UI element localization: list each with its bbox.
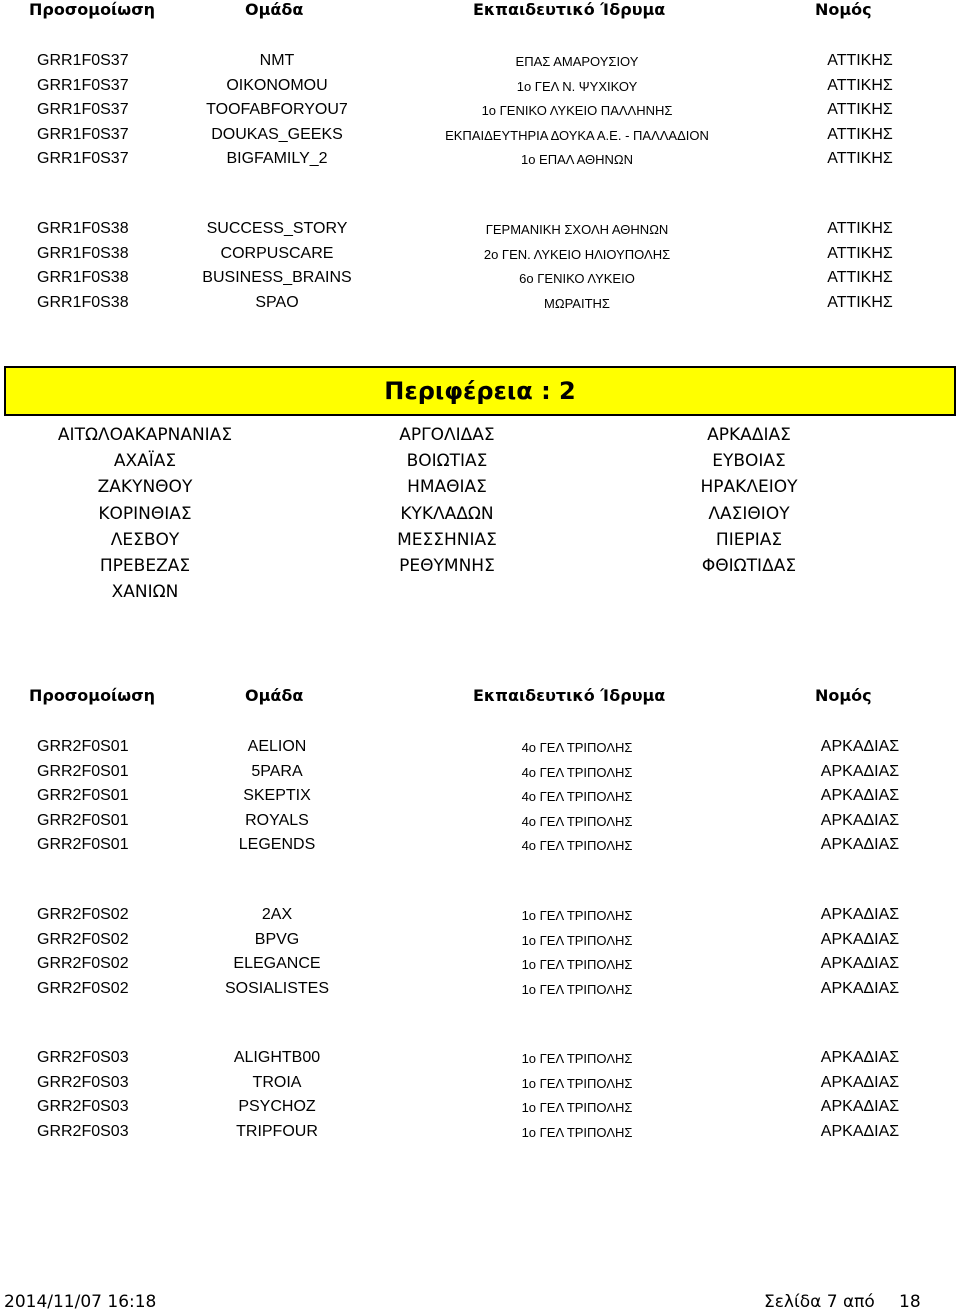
cell-school: 1ο ΓΕΛ Ν. ΨΥΧΙΚΟΥ: [516, 78, 638, 94]
cell-school: 1ο ΓΕΛ ΤΡΙΠΟΛΗΣ: [521, 1075, 633, 1091]
cell-prefecture: ΑΡΚΑΔΙΑΣ: [820, 979, 900, 997]
cell-school: ΕΠΑΣ ΑΜΑΡΟΥΣΙΟΥ: [515, 54, 639, 69]
table-row: [0, 787, 960, 809]
prefecture-item: ΚΥΚΛΑΔΩΝ: [400, 503, 494, 524]
cell-team: ELEGANCE: [233, 955, 321, 972]
cell-prefecture: ΑΡΚΑΔΙΑΣ: [820, 1098, 900, 1115]
cell-school: ΕΚΠΑΙΔΕΥΤΗΡΙΑ ΔΟΥΚΑ Α.Ε. - ΠΑΛΛΑΔΙΟΝ: [445, 127, 709, 143]
cell-school: 4ο ΓΕΛ ΤΡΙΠΟΛΗΣ: [521, 813, 633, 829]
cell-prefecture: ΑΡΚΑΔΙΑΣ: [820, 1049, 900, 1066]
cell-prefecture: ΑΤΤΙΚΗΣ: [827, 244, 893, 262]
header-team: Ομάδα: [245, 0, 304, 19]
cell-prefecture: ΑΡΚΑΔΙΑΣ: [820, 738, 900, 755]
cell-school: 1ο ΓΕΛ ΤΡΙΠΟΛΗΣ: [521, 981, 633, 997]
cell-school: ΜΩΡΑΙΤΗΣ: [544, 295, 610, 311]
cell-school: 1ο ΓΕΛ ΤΡΙΠΟΛΗΣ: [521, 908, 633, 923]
cell-prefecture: ΑΡΚΑΔΙΑΣ: [820, 787, 900, 804]
header-prefecture: Νομός: [815, 0, 872, 19]
cell-team: DOUKAS_GEEKS: [211, 125, 343, 143]
cell-prefecture: ΑΡΚΑΔΙΑΣ: [820, 836, 900, 853]
header-simulation: Προσομοίωση: [29, 0, 156, 19]
cell-school: 1ο ΓΕΛ ΤΡΙΠΟΛΗΣ: [521, 1051, 633, 1066]
table-row: [0, 52, 960, 74]
table-row: [0, 220, 960, 242]
cell-team: 5PARA: [251, 762, 303, 780]
footer-page-total: 18: [899, 1292, 921, 1311]
prefecture-item: ΕΥΒΟΙΑΣ: [712, 451, 786, 472]
cell-team: BUSINESS_BRAINS: [202, 269, 352, 286]
table-row: [0, 738, 960, 760]
table-row: [0, 101, 960, 123]
cell-team: SPAO: [255, 293, 299, 311]
prefecture-item: ΗΡΑΚΛΕΙΟΥ: [700, 477, 798, 498]
cell-prefecture: ΑΡΚΑΔΙΑΣ: [820, 1122, 900, 1140]
prefecture-item: ΑΡΓΟΛΙΔΑΣ: [399, 425, 495, 445]
cell-prefecture: ΑΤΤΙΚΗΣ: [827, 125, 893, 143]
cell-prefecture: ΑΤΤΙΚΗΣ: [827, 101, 893, 118]
prefecture-item: ΠΙΕΡΙΑΣ: [715, 529, 783, 550]
table-row: [0, 150, 960, 172]
cell-prefecture: ΑΤΤΙΚΗΣ: [827, 293, 893, 311]
table-row: [0, 77, 960, 99]
prefecture-item: ΑΧΑΪΑΣ: [113, 451, 177, 472]
cell-prefecture: ΑΤΤΙΚΗΣ: [827, 220, 893, 237]
cell-prefecture: ΑΡΚΑΔΙΑΣ: [820, 955, 900, 972]
cell-team: BIGFAMILY_2: [226, 150, 328, 167]
region-banner-title: Περιφέρεια : 2: [384, 377, 576, 405]
cell-team: TROIA: [252, 1073, 302, 1091]
cell-simulation: GRR1F0S37: [37, 52, 129, 69]
cell-school: 4ο ΓΕΛ ΤΡΙΠΟΛΗΣ: [521, 838, 633, 853]
cell-prefecture: ΑΤΤΙΚΗΣ: [827, 269, 893, 286]
cell-simulation: GRR1F0S37: [37, 150, 129, 167]
table-row: [0, 294, 960, 316]
cell-simulation: GRR2F0S03: [37, 1049, 129, 1066]
cell-simulation: GRR1F0S38: [37, 220, 129, 237]
cell-simulation: GRR2F0S01: [37, 738, 129, 755]
cell-school: 1ο ΓΕΛ ΤΡΙΠΟΛΗΣ: [521, 932, 633, 948]
cell-prefecture: ΑΤΤΙΚΗΣ: [827, 150, 893, 167]
cell-school: 1ο ΓΕΛ ΤΡΙΠΟΛΗΣ: [521, 1100, 633, 1115]
cell-simulation: GRR1F0S38: [37, 293, 129, 311]
table-row: [0, 245, 960, 267]
prefecture-item: ΦΘΙΩΤΙΔΑΣ: [701, 556, 797, 576]
header-prefecture: Νομός: [815, 686, 872, 705]
cell-simulation: GRR2F0S01: [37, 836, 129, 853]
cell-team: SOSIALISTES: [224, 979, 330, 997]
cell-team: LEGENDS: [238, 836, 316, 853]
cell-prefecture: ΑΡΚΑΔΙΑΣ: [820, 1073, 900, 1091]
cell-team: BPVG: [254, 930, 300, 948]
cell-team: 2AX: [261, 906, 293, 923]
cell-simulation: GRR2F0S01: [37, 762, 129, 780]
table-row: [0, 955, 960, 977]
table-row: [0, 836, 960, 858]
cell-simulation: GRR2F0S01: [37, 787, 129, 804]
cell-school: 1ο ΓΕΛ ΤΡΙΠΟΛΗΣ: [521, 1124, 633, 1140]
header-simulation: Προσομοίωση: [29, 686, 156, 705]
cell-team: ALIGHTB00: [233, 1049, 321, 1066]
prefecture-item: ΠΡΕΒΕΖΑΣ: [99, 556, 191, 576]
cell-team: PSYCHOZ: [238, 1098, 316, 1115]
cell-simulation: GRR2F0S01: [37, 811, 129, 829]
prefecture-item: ΗΜΑΘΙΑΣ: [407, 477, 487, 498]
header-team: Ομάδα: [245, 686, 304, 705]
table-header-2: [0, 686, 960, 710]
cell-simulation: GRR1F0S37: [37, 101, 129, 118]
cell-prefecture: ΑΤΤΙΚΗΣ: [827, 52, 893, 69]
cell-school: ΓΕΡΜΑΝΙΚΗ ΣΧΟΛΗ ΑΘΗΝΩΝ: [485, 222, 669, 237]
cell-prefecture: ΑΡΚΑΔΙΑΣ: [820, 762, 900, 780]
cell-school: 4ο ΓΕΛ ΤΡΙΠΟΛΗΣ: [521, 789, 633, 804]
cell-simulation: GRR2F0S03: [37, 1122, 129, 1140]
cell-simulation: GRR2F0S02: [37, 930, 129, 948]
cell-simulation: GRR2F0S02: [37, 955, 129, 972]
cell-school: 4ο ΓΕΛ ΤΡΙΠΟΛΗΣ: [521, 764, 633, 780]
cell-team: ROYALS: [245, 811, 309, 829]
cell-team: AELION: [247, 738, 307, 755]
cell-simulation: GRR2F0S02: [37, 979, 129, 997]
header-school: Εκπαιδευτικό Ίδρυμα: [473, 0, 666, 19]
cell-team: TRIPFOUR: [236, 1122, 318, 1140]
table-row: [0, 931, 960, 953]
cell-prefecture: ΑΡΚΑΔΙΑΣ: [820, 930, 900, 948]
cell-team: SUCCESS_STORY: [206, 220, 348, 237]
cell-team: CORPUSCARE: [220, 244, 334, 262]
cell-prefecture: ΑΤΤΙΚΗΣ: [827, 76, 893, 94]
cell-simulation: GRR1F0S38: [37, 269, 129, 286]
prefecture-item: ΛΕΣΒΟΥ: [110, 529, 180, 550]
cell-simulation: GRR1F0S37: [37, 76, 129, 94]
cell-prefecture: ΑΡΚΑΔΙΑΣ: [820, 811, 900, 829]
cell-team: NMT: [259, 52, 295, 69]
cell-school: 1ο ΓΕΝΙΚΟ ΛΥΚΕΙΟ ΠΑΛΛΗΝΗΣ: [481, 103, 673, 118]
footer-timestamp: 2014/11/07 16:18: [4, 1292, 157, 1311]
cell-school: 6ο ΓΕΝΙΚΟ ΛΥΚΕΙΟ: [519, 271, 635, 286]
cell-simulation: GRR1F0S37: [37, 125, 129, 143]
table-row: [0, 1123, 960, 1145]
cell-team: SKEPTIX: [243, 787, 311, 804]
footer-page-label: Σελίδα 7 από: [764, 1292, 875, 1311]
cell-simulation: GRR2F0S03: [37, 1098, 129, 1115]
table-row: [0, 812, 960, 834]
table-row: [0, 906, 960, 928]
table-row: [0, 126, 960, 148]
table-row: [0, 269, 960, 291]
prefecture-item: ΡΕΘΥΜΝΗΣ: [399, 556, 495, 576]
region-banner: [4, 366, 956, 416]
table-row: [0, 1098, 960, 1120]
prefecture-item: ΜΕΣΣΗΝΙΑΣ: [397, 529, 497, 550]
cell-simulation: GRR1F0S38: [37, 244, 129, 262]
cell-prefecture: ΑΡΚΑΔΙΑΣ: [820, 906, 900, 923]
cell-school: 2ο ΓΕΝ. ΛΥΚΕΙΟ ΗΛΙΟΥΠΟΛΗΣ: [483, 246, 671, 262]
header-school: Εκπαιδευτικό Ίδρυμα: [473, 686, 666, 705]
prefecture-item: ΧΑΝΙΩΝ: [111, 582, 179, 603]
prefecture-item: ΛΑΣΙΘΙΟΥ: [708, 503, 790, 524]
cell-school: 1ο ΕΠΑΛ ΑΘΗΝΩΝ: [520, 152, 634, 167]
table-header: [0, 0, 960, 24]
prefecture-item: ΑΙΤΩΛΟΑΚΑΡΝΑΝΙΑΣ: [57, 425, 233, 445]
table-row: [0, 980, 960, 1002]
cell-school: 1ο ΓΕΛ ΤΡΙΠΟΛΗΣ: [521, 957, 633, 972]
table-row: [0, 763, 960, 785]
cell-team: TOOFABFORYOU7: [206, 101, 348, 118]
table-row: [0, 1049, 960, 1071]
cell-team: OIKONOMOU: [226, 76, 328, 94]
prefecture-item: ΒΟΙΩΤΙΑΣ: [406, 451, 488, 472]
cell-school: 4ο ΓΕΛ ΤΡΙΠΟΛΗΣ: [521, 740, 633, 755]
table-row: [0, 1074, 960, 1096]
prefecture-item: ΑΡΚΑΔΙΑΣ: [707, 425, 791, 445]
cell-simulation: GRR2F0S02: [37, 906, 129, 923]
cell-simulation: GRR2F0S03: [37, 1073, 129, 1091]
prefecture-item: ΚΟΡΙΝΘΙΑΣ: [98, 503, 192, 524]
prefecture-item: ΖΑΚΥΝΘΟΥ: [97, 477, 193, 498]
